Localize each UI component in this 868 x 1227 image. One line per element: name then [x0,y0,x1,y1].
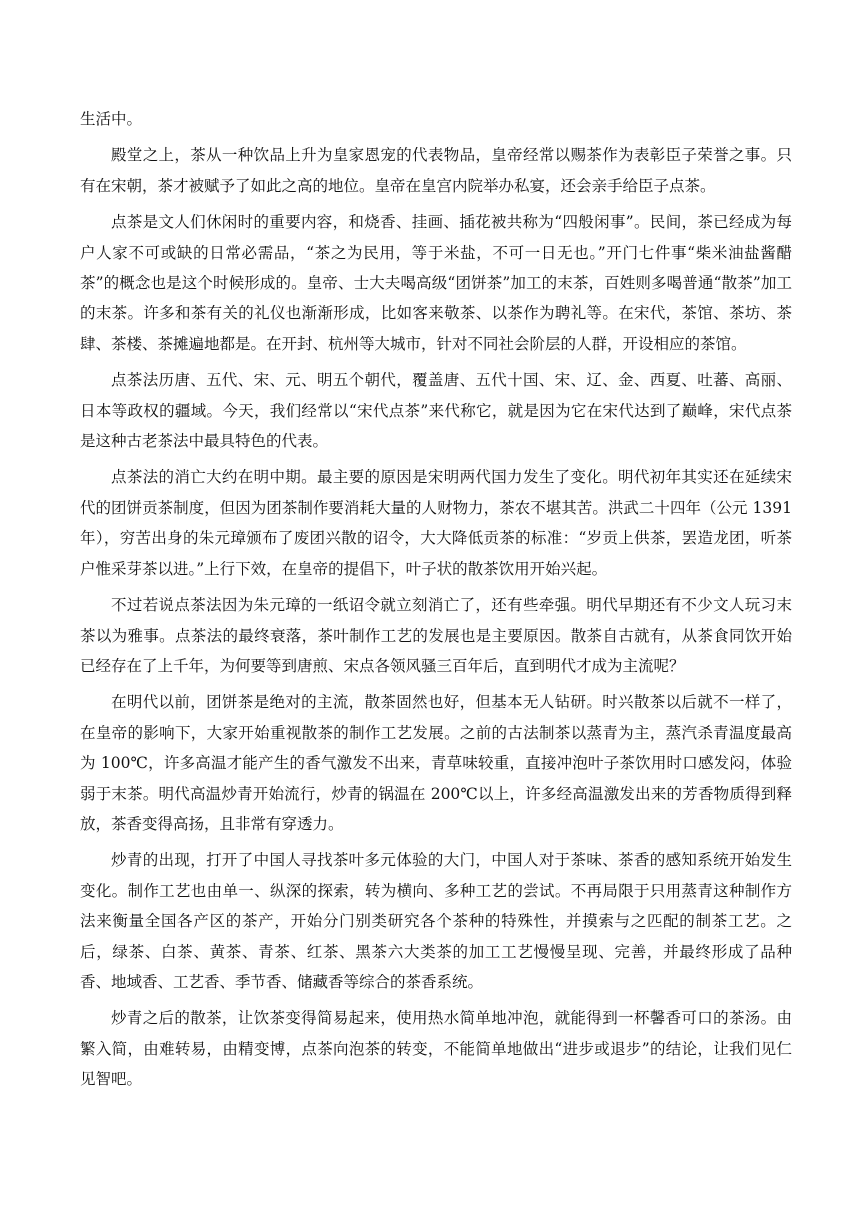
document-body [80,104,792,1101]
paragraph: 炒青之后的散茶，让饮茶变得简易起来，使用热水简单地冲泡，就能得到一杯馨香可口的茶汤。由繁入简，由难转易，由精变博，点茶向泡茶的转变，不能简单地做出“进步或退步”的结论，让我们见仁见智吧。 [80,1009,792,1089]
paragraph: 不过若说点茶法因为朱元璋的一纸诏令就立刻消亡了，还有些牵强。明代早期还有不少文人玩习末茶以为雅事。点茶法的最终衰落，茶叶制作工艺的发展也是主要原因。散茶自古就有，从茶食同饮开始已经存在了上千年，为何要等到唐煎、宋点各领风骚三百年后，直到明代才成为主流呢？ [80,596,792,675]
paragraph: 殿堂之上，茶从一种饮品上升为皇家恩宠的代表物品，皇帝经常以赐茶作为表彰臣子荣誉之事。只有在宋朝，茶才被赋予了如此之高的地位。皇帝在皇宫内院举办私宴，还会亲手给臣子点茶。 [80,146,792,195]
paragraph: 点茶法历唐、五代、宋、元、明五个朝代，覆盖唐、五代十国、宋、辽、金、西夏、吐蕃、高丽、日本等政权的疆域。今天，我们经常以“宋代点茶”来代称它，就是因为它在宋代达到了巅峰，宋代点茶是这种古老茶法中最具特色的代表。 [80,371,792,451]
paragraph: 点茶是文人们休闲时的重要内容，和烧香、挂画、插花被共称为“四般闲事”。民间，茶已经成为每户人家不可或缺的日常必需品，“茶之为民用，等于米盐，不可一日无也。”开门七件事“柴米油盐酱醋茶”的概念也是这个时候形成的。皇帝、士大夫喝高级“团饼茶”加工的末茶，百姓则多喝普通“散茶”加工的末茶。许多和茶有关的礼仪也渐渐形成，比如客来敬茶、以茶作为聘礼等。在宋代，茶馆、茶坊、茶肆、茶楼、茶摊遍地都是。在开封、杭州等大城市，针对不同社会阶层的人群，开设相应的茶馆。 [80,213,792,353]
paragraph: 炒青的出现，打开了中国人寻找茶叶多元体验的大门，中国人对于茶味、茶香的感知系统开始发生变化。制作工艺也由单一、纵深的探索，转为横向、多种工艺的尝试。不再局限于只用蒸青这种制作方法来衡量全国各产区的茶产，开始分门别类研究各个茶种的特殊性，并摸索与之匹配的制茶工艺。之后，绿茶、白茶、黄茶、青茶、红茶、黑茶六大类茶的加工工艺慢慢呈现、完善，并最终形成了品种香、地域香、工艺香、季节香、储藏香等综合的茶香系统。 [80,851,792,991]
paragraph: 点茶法的消亡大约在明中期。最主要的原因是宋明两代国力发生了变化。明代初年其实还在延续宋代的团饼贡茶制度，但因为团茶制作要消耗大量的人财物力，茶农不堪其苦。洪武二十四年（公元 1391 年），穷苦出身的朱元璋颁布了废团兴散的诏令，大大降低贡茶的标准：“岁贡上供茶，罢造龙团，听茶户惟采芽茶以进。”上行下效，在皇帝的提倡下，叶子状的散茶饮用开始兴起。 [80,468,792,578]
paragraph-continued: 生活中。 [80,110,143,128]
paragraph: 在明代以前，团饼茶是绝对的主流，散茶固然也好，但基本无人钻研。时兴散茶以后就不一样了，在皇帝的影响下，大家开始重视散茶的制作工艺发展。之前的古法制茶以蒸青为主，蒸汽杀青温度最高为 100℃，许多高温才能产生的香气激发不出来，青草味较重，直接冲泡叶子茶饮用时口感发闷，体验弱于末茶。明代高温炒青开始流行，炒青的锅温在 200℃以上，许多经高温激发出来的芳香物质得到释放，茶香变得高扬，且非常有穿透力。 [80,693,792,833]
